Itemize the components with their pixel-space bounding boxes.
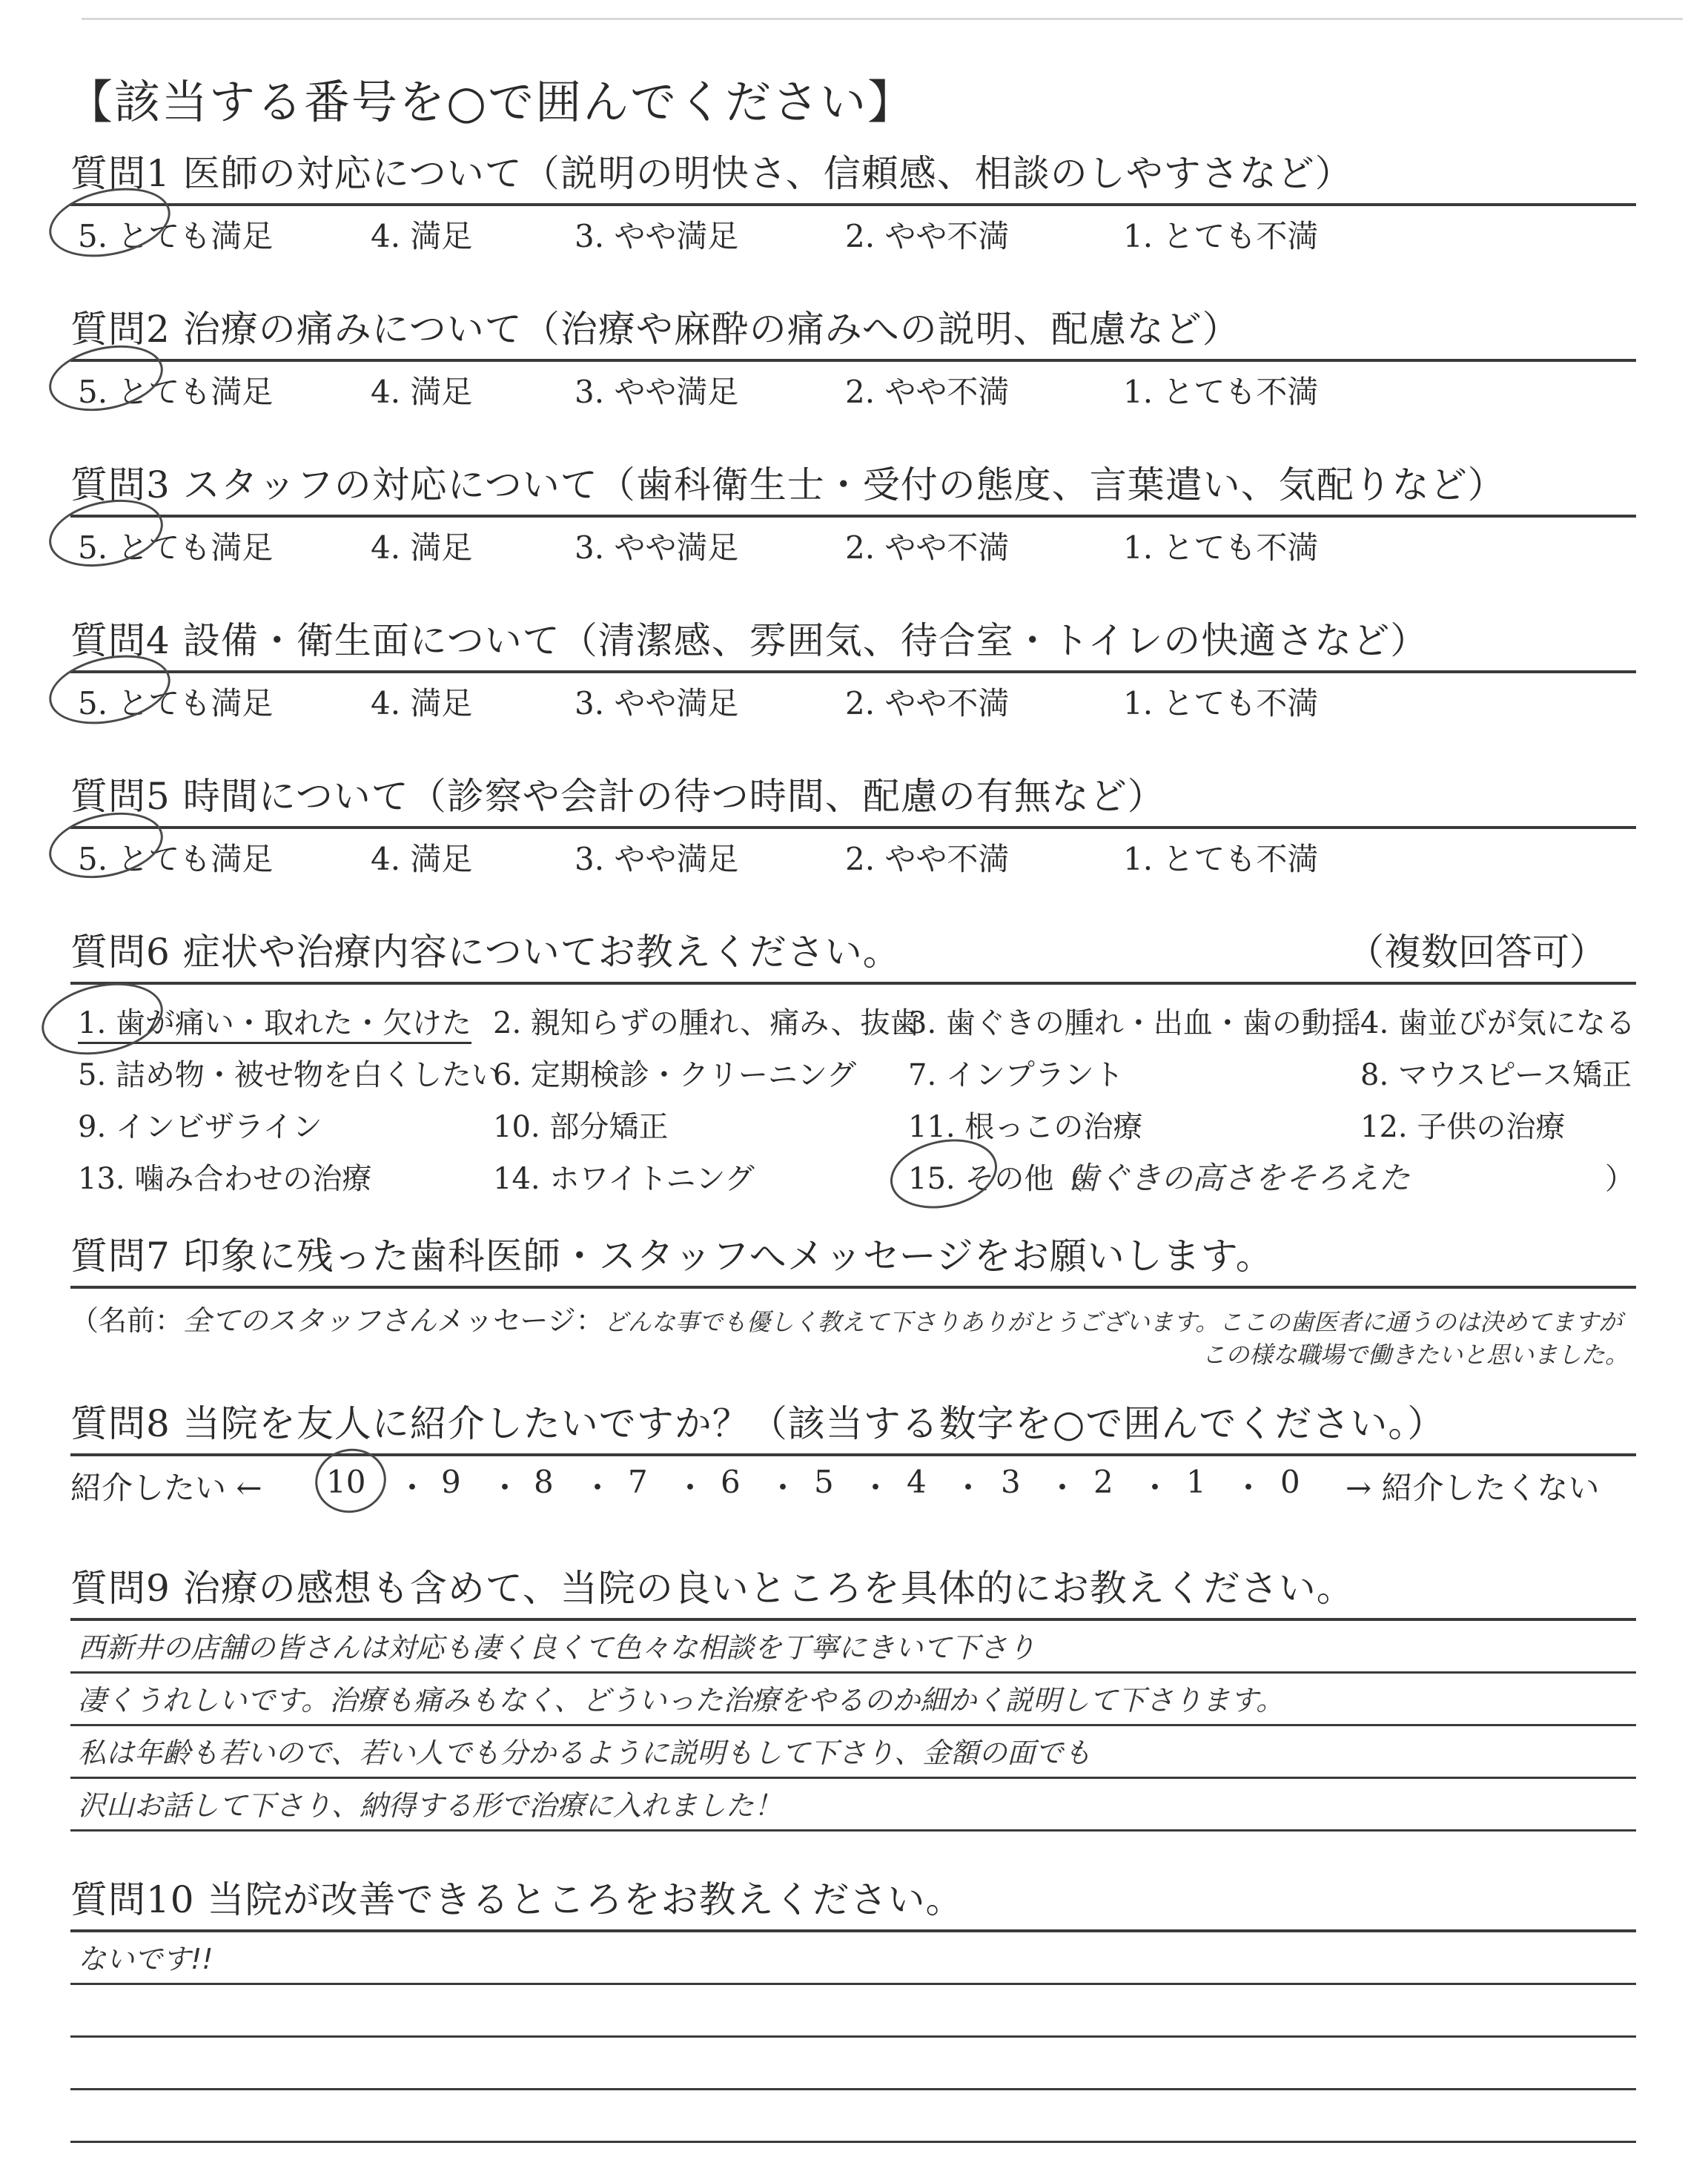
question-title: 質問6 症状や治療内容についてお教えください。 — [70, 931, 901, 974]
option-4[interactable]: 4. 満足 — [371, 374, 473, 410]
option-3[interactable]: 3. やや満足 — [575, 374, 739, 410]
scale-dot: ・ — [675, 1470, 706, 1506]
other-text[interactable]: 歯ぐきの高さをそろえた — [1068, 1160, 1411, 1196]
recommend-scale — [70, 1456, 1636, 1510]
option-2[interactable]: 2. やや不満 — [845, 529, 1010, 566]
symptom-option-2[interactable]: 2. 親知らずの腫れ、痛み、抜歯 — [493, 1006, 920, 1040]
scale-9[interactable]: 9 — [441, 1464, 461, 1500]
option-5[interactable]: 5. とても満足 — [78, 374, 274, 410]
scale-10[interactable]: 10 — [326, 1464, 366, 1500]
answer-line-1[interactable]: ないです!! — [78, 1943, 214, 1975]
question-title: 質問4 設備・衛生面について（清潔感、雰囲気、待合室・トイレの快適さなど） — [70, 619, 1429, 662]
option-2[interactable]: 2. やや不満 — [845, 374, 1010, 410]
scale-dot: ・ — [767, 1470, 799, 1506]
scale-dot: ・ — [489, 1470, 521, 1506]
page-heading: 【該当する番号を○で囲んでください】 — [67, 75, 916, 129]
option-5[interactable]: 5. とても満足 — [78, 685, 274, 721]
option-2[interactable]: 2. やや不満 — [845, 218, 1010, 254]
scale-left-label: 紹介したい ← — [70, 1470, 262, 1506]
symptom-option-7[interactable]: 7. インプラント — [908, 1058, 1124, 1092]
scale-1[interactable]: 1 — [1186, 1464, 1206, 1500]
answer-line-2[interactable]: 凄くうれしいです。治療も痛みもなく、どういった治療をやるのか細かく説明して下さります。 — [78, 1684, 1285, 1717]
symptom-option-9[interactable]: 9. インビザライン — [78, 1110, 322, 1144]
option-4[interactable]: 4. 満足 — [371, 218, 473, 254]
scale-dot: ・ — [1139, 1470, 1171, 1506]
question-9 — [70, 1567, 1636, 1832]
option-1[interactable]: 1. とても不満 — [1123, 529, 1319, 566]
question-6 — [70, 931, 1636, 1200]
option-3[interactable]: 3. やや満足 — [575, 218, 739, 254]
question-title: 質問5 時間について（診察や会計の待つ時間、配慮の有無など） — [70, 775, 1165, 818]
symptom-option-5[interactable]: 5. 詰め物・被せ物を白くしたい — [78, 1058, 501, 1092]
symptom-option-10[interactable]: 10. 部分矯正 — [493, 1110, 669, 1144]
question-title: 質問9 治療の感想も含めて、当院の良いところを具体的にお教えください。 — [70, 1567, 1354, 1610]
message-line-2[interactable]: この様な職場で働きたいと思いました。 — [1201, 1341, 1629, 1369]
symptom-option-14[interactable]: 14. ホワイトニング — [493, 1162, 755, 1196]
option-3[interactable]: 3. やや満足 — [575, 841, 739, 877]
symptom-option-15[interactable]: 15. その他（ — [908, 1162, 1084, 1196]
scale-right-label: → 紹介したくない — [1345, 1470, 1600, 1506]
question-4 — [70, 619, 1636, 728]
option-1[interactable]: 1. とても不満 — [1123, 218, 1319, 254]
symptom-option-12[interactable]: 12. 子供の治療 — [1360, 1110, 1566, 1144]
symptom-option-13[interactable]: 13. 噛み合わせの治療 — [78, 1162, 372, 1196]
scale-0[interactable]: 0 — [1280, 1464, 1300, 1500]
question-3 — [70, 463, 1636, 572]
symptom-option-3[interactable]: 3. 歯ぐきの腫れ・出血・歯の動揺 — [908, 1006, 1361, 1040]
scale-6[interactable]: 6 — [721, 1464, 741, 1500]
scale-8[interactable]: 8 — [534, 1464, 554, 1500]
answer-line-4[interactable]: 沢山お話して下さり、納得する形で治療に入れました！ — [78, 1789, 783, 1822]
scale-2[interactable]: 2 — [1093, 1464, 1113, 1500]
multiple-answer-note: （複数回答可） — [1347, 931, 1606, 974]
option-1[interactable]: 1. とても不満 — [1123, 841, 1319, 877]
scale-dot: ・ — [582, 1470, 614, 1506]
question-10 — [70, 1878, 1636, 2143]
scale-dot: ・ — [397, 1470, 428, 1506]
scale-dot: ・ — [1047, 1470, 1079, 1506]
scale-3[interactable]: 3 — [1001, 1464, 1021, 1500]
answer-line-3[interactable]: 私は年齢も若いので、若い人でも分かるように説明もして下さり、金額の面でも — [78, 1737, 1092, 1769]
symptom-option-6[interactable]: 6. 定期検診・クリーニング — [493, 1058, 857, 1092]
option-4[interactable]: 4. 満足 — [371, 841, 473, 877]
question-8 — [70, 1402, 1636, 1510]
option-2[interactable]: 2. やや不満 — [845, 685, 1010, 721]
answer-line-1[interactable]: 西新井の店舗の皆さんは対応も凄く良くて色々な相談を丁寧にきいて下さり — [78, 1631, 1036, 1664]
message-line-1[interactable]: どんな事でも優しく教えて下さりありがとうございます。ここの歯医者に通うのは決めてますが — [603, 1308, 1623, 1336]
name-prefix: （名前： — [70, 1304, 184, 1337]
question-7 — [70, 1235, 1636, 1375]
option-2[interactable]: 2. やや不満 — [845, 841, 1010, 877]
question-1 — [70, 152, 1636, 261]
option-1[interactable]: 1. とても不満 — [1123, 685, 1319, 721]
other-close-paren: ） — [1605, 1162, 1635, 1196]
question-title: 質問1 医師の対応について（説明の明快さ、信頼感、相談のしやすさなど） — [70, 152, 1353, 195]
message-label: メッセージ： — [437, 1304, 604, 1337]
question-2 — [70, 308, 1636, 417]
symptom-option-8[interactable]: 8. マウスピース矯正 — [1360, 1058, 1632, 1092]
scale-dot: ・ — [1233, 1470, 1265, 1506]
symptom-option-11[interactable]: 11. 根っこの治療 — [908, 1110, 1143, 1144]
option-3[interactable]: 3. やや満足 — [575, 529, 739, 566]
option-5[interactable]: 5. とても満足 — [78, 841, 274, 877]
option-1[interactable]: 1. とても不満 — [1123, 374, 1319, 410]
question-title: 質問7 印象に残った歯科医師・スタッフへメッセージをお願いします。 — [70, 1235, 1274, 1278]
scale-7[interactable]: 7 — [628, 1464, 648, 1500]
scale-5[interactable]: 5 — [814, 1464, 834, 1500]
scale-dot: ・ — [860, 1470, 892, 1506]
option-4[interactable]: 4. 満足 — [371, 529, 473, 566]
staff-name[interactable]: 全てのスタッフさん — [183, 1304, 437, 1337]
question-title: 質問3 スタッフの対応について（歯科衛生士・受付の態度、言葉遣い、気配りなど） — [70, 463, 1506, 506]
question-title: 質問8 当院を友人に紹介したいですか？（該当する数字を○で囲んでください。） — [70, 1402, 1446, 1445]
scale-dot: ・ — [953, 1470, 984, 1506]
symptom-option-4[interactable]: 4. 歯並びが気になる — [1360, 1006, 1635, 1040]
option-5[interactable]: 5. とても満足 — [78, 218, 274, 254]
question-title: 質問2 治療の痛みについて（治療や麻酔の痛みへの説明、配慮など） — [70, 308, 1240, 351]
option-3[interactable]: 3. やや満足 — [575, 685, 739, 721]
scale-4[interactable]: 4 — [907, 1464, 927, 1500]
option-5[interactable]: 5. とても満足 — [78, 529, 274, 566]
option-4[interactable]: 4. 満足 — [371, 685, 473, 721]
question-5 — [70, 775, 1636, 884]
top-rule — [82, 18, 1683, 20]
symptom-option-1[interactable]: 1. 歯が痛い・取れた・欠けた — [78, 1000, 471, 1044]
question-title: 質問10 当院が改善できるところをお教えください。 — [70, 1878, 964, 1921]
